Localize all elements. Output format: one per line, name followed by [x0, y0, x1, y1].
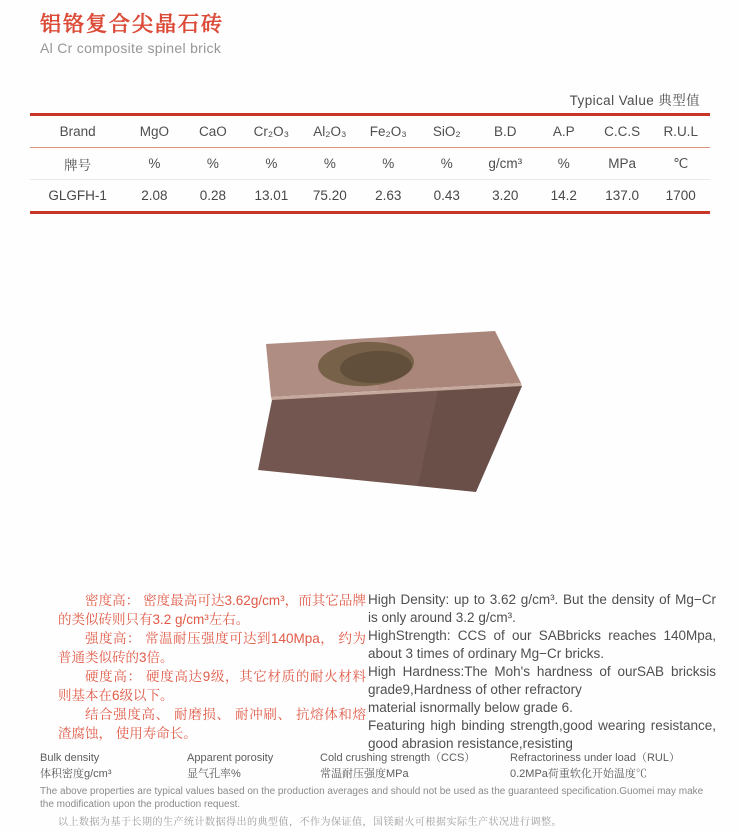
disclaimer-en: The above properties are typical values based on the production averages and should not be used as the guaranteed specification.Guomei may make the modification upon the production request. — [40, 786, 704, 810]
features-en — [368, 591, 716, 753]
feature-en-hardness: High Hardness:The Moh's hardness of ourSAB bricksis grade9,Hardness of other refractory — [368, 664, 716, 697]
spec-header-cell: SiO₂ — [432, 124, 461, 139]
legend-rul-en: Refractoriness under load（RUL） — [510, 752, 680, 764]
legend-bulk-density — [40, 750, 112, 782]
spec-unit-cell: ℃ — [673, 155, 689, 171]
feature-zh-density: 密度高： 密度最高可达3.62g/cm³，而其它品牌的类似砖则只有3.2 g/cm³左右。 — [58, 593, 366, 627]
typical-value-caption: Typical Value 典型值 — [569, 93, 700, 108]
product-title-zh: 铝铬复合尖晶石砖 — [40, 13, 224, 36]
spec-header-cell: B.D — [493, 124, 517, 139]
spec-unit-cell: MPa — [608, 156, 637, 171]
spec-value-cell: 75.20 — [312, 188, 347, 203]
spec-unit-cell: 牌号 — [64, 157, 92, 173]
spec-unit-cell: % — [557, 156, 570, 171]
spec-header-cell: MgO — [139, 124, 170, 139]
spec-header-cell: CaO — [199, 124, 227, 139]
spec-header-cell: R.U.L — [663, 124, 698, 139]
spec-unit-cell: g/cm³ — [488, 156, 523, 171]
feature-zh-durability: 结合强度高、 耐磨损、 耐冲刷、 抗熔体和熔渣腐蚀， 使用寿命长。 — [58, 707, 366, 741]
spec-value-cell: 2.08 — [141, 188, 168, 203]
brick-product-image — [238, 322, 538, 497]
spec-value-cell: 2.63 — [375, 188, 402, 203]
disclaimer-zh: 以上数据为基于长期的生产统计数据得出的典型值，不作为保证值，国镁耐火可根据实际生产状况进行调整。 — [58, 817, 562, 828]
spec-header-cell: Cr₂O₃ — [253, 124, 290, 139]
spec-value-cell: 0.28 — [199, 188, 227, 203]
spec-value-cell-brand: GLGFH-1 — [48, 188, 107, 203]
feature-zh-strength: 强度高： 常温耐压强度可达到140Mpa， 约为普通类似砖的3倍。 — [58, 631, 366, 665]
spec-value-cell: 137.0 — [605, 188, 640, 203]
legend-apparent-porosity-en: Apparent porosity — [187, 752, 274, 764]
legend-rul-zh: 0.2MPa荷重软化开始温度℃ — [510, 768, 647, 780]
spec-value-cell: 13.01 — [254, 188, 289, 203]
spec-header-cell: Brand — [59, 124, 96, 139]
spec-unit-cell: % — [323, 156, 336, 171]
spec-header-cell: Fe₂O₃ — [369, 124, 407, 139]
spec-value-cell: 3.20 — [492, 188, 519, 203]
spec-value-cell: 0.43 — [433, 188, 460, 203]
legend-bulk-density-en: Bulk density — [40, 752, 100, 764]
legend-rul — [510, 750, 680, 782]
legend-ccs-en: Cold crushing strength（CCS） — [320, 752, 476, 764]
spec-value-cell: 14.2 — [550, 188, 577, 203]
feature-zh-hardness: 硬度高： 硬度高达9级，其它材质的耐火材料则基本在6级以下。 — [58, 669, 366, 703]
page-header — [40, 12, 224, 56]
spec-header-cell: A.P — [552, 124, 575, 139]
feature-en-density: High Density: up to 3.62 g/cm³. But the density of Mg−Cr is only around 3.2 g/cm³. — [368, 592, 716, 625]
spec-table — [30, 113, 710, 214]
spec-units-row — [30, 148, 710, 180]
legend-apparent-porosity — [187, 750, 273, 782]
feature-en-durability: Featuring high binding strength,good wearing resistance, good abrasion resistance,resisting — [368, 718, 716, 751]
spec-header-row — [30, 115, 710, 148]
legend-ccs-zh: 常温耐压强度MPa — [320, 768, 409, 780]
spec-unit-cell: % — [440, 156, 453, 171]
feature-en-hardness-cont: material isnormally below grade 6. — [368, 700, 573, 715]
spec-unit-cell: % — [206, 156, 219, 171]
spec-unit-cell: % — [148, 156, 161, 171]
spec-header-cell: Al₂O₃ — [313, 124, 347, 139]
spec-unit-cell: % — [265, 156, 278, 171]
spec-header-cell: C.C.S — [604, 124, 641, 139]
legend-bulk-density-zh: 体积密度g/cm³ — [40, 768, 112, 780]
legend-ccs — [320, 750, 475, 782]
product-title-en: Al Cr composite spinel brick — [40, 40, 222, 56]
features-zh — [58, 591, 366, 743]
brick-illustration — [238, 322, 538, 497]
feature-en-strength: HighStrength: CCS of our SABbricks reaches 140Mpa, about 3 times of ordinary Mg−Cr bricks. — [368, 628, 716, 661]
spec-value-cell: 1700 — [665, 188, 696, 203]
spec-value-row — [30, 180, 710, 213]
spec-unit-cell: % — [382, 156, 395, 171]
legend-apparent-porosity-zh: 显气孔率% — [187, 768, 241, 780]
